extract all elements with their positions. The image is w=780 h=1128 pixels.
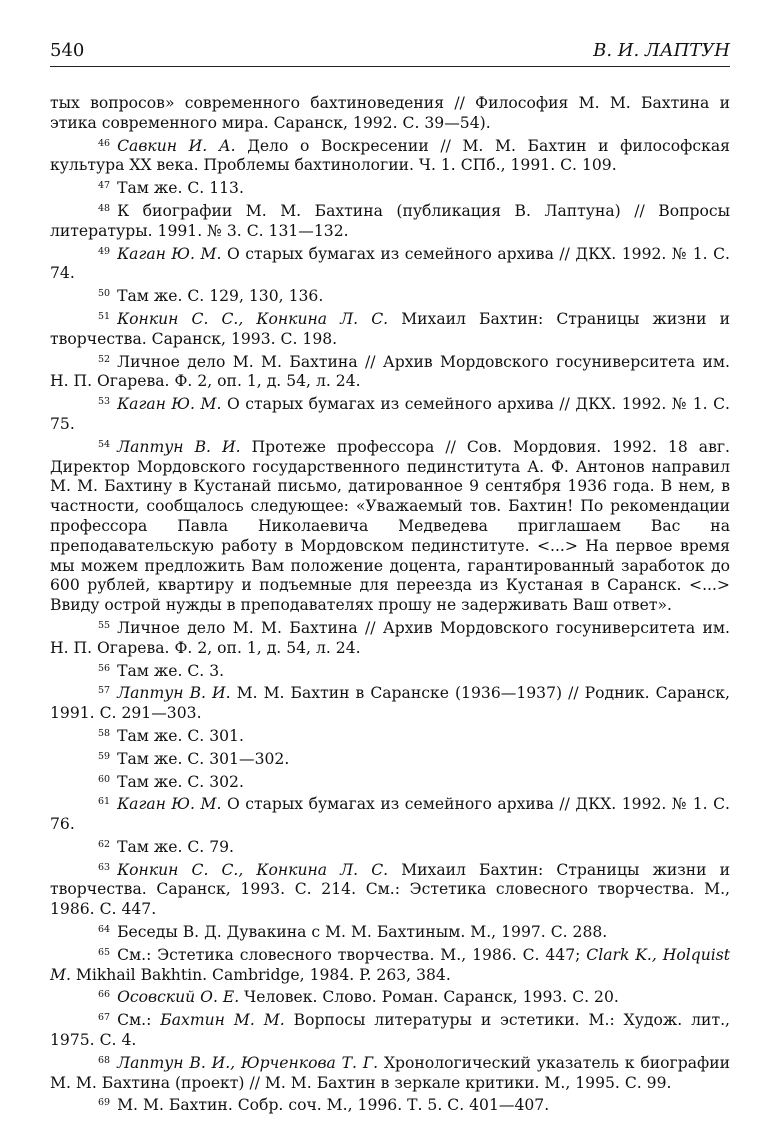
footnote [50,792,730,835]
footnote-number: 47 [98,180,111,192]
footnote-text: Там же. С. 129, 130, 136. [117,287,324,306]
footnote-number: 62 [98,838,111,850]
footnote [50,134,730,177]
footnote [50,176,730,199]
footnote-number: 53 [98,396,111,408]
continuation-paragraph: тых вопросов» современного бахтиноведения // Философия М. М. Бахтина и этика современного мира. Саранск, 1992. С. 39—54). [50,94,730,132]
footnote [50,1093,730,1116]
footnote-text: М. М. Бахтин в Саранске (1936—1937) // Родник. Саранск, 1991. С. 291—303. [50,684,731,723]
page-number: 540 [50,40,85,61]
footnote-text: О старых бумагах из семейного архива // ДКХ. 1992. № 1. С. 74. [50,244,730,283]
footnote-text: Человек. Слово. Роман. Саранск, 1993. С. 20. [239,988,619,1007]
footnote [50,199,730,242]
footnote-author: Савкин И. А. [117,136,236,155]
footnote-text: Беседы В. Д. Дувакина с М. М. Бахтиным. М., 1997. С. 288. [117,923,608,942]
footnote-number: 63 [98,861,111,873]
footnotes-body [50,94,730,1116]
footnote-text: Ворпосы литературы и эстетики. М.: Худож. лит., 1975. С. 4. [50,1011,730,1050]
footnote-text: О старых бумагах из семейного архива // ДКХ. 1992. № 1. С. 75. [50,395,730,433]
footnote [50,681,730,724]
footnote-text: Mikhail Bakhtin. Cambridge, 1984. P. 263, 384. [70,965,451,984]
footnote [50,985,730,1008]
footnote-author: Лаптун В. И. [117,684,231,703]
footnote-author: Конкин С. С., Конкина Л. С. [117,309,389,328]
footnote [50,242,730,285]
footnote-number: 49 [98,245,111,257]
footnote-text: О старых бумагах из семейного архива // ДКХ. 1992. № 1. С. 76. [50,795,730,834]
footnote-author: Конкин С. С., Конкина Л. С. [117,860,389,879]
footnote [50,747,730,770]
footnote-number: 60 [98,773,111,785]
footnote [50,943,730,986]
footnote-author: Каган Ю. М. [117,395,222,414]
footnote [50,1051,730,1094]
footnote-text: См.: Эстетика словесного творчества. М., 1986. С. 447; [117,945,587,964]
footnote-number: 58 [98,727,111,739]
footnote-text: Личное дело М. М. Бахтина // Архив Мордовского госуниверситета им. Н. П. Огарева. Ф. 2, оп. 1, д. 54, л. 24. [50,352,730,391]
footnote-number: 56 [98,662,111,674]
footnote-author: Каган Ю. М. [117,795,222,814]
footnote-text: Там же. С. 301—302. [117,749,290,768]
footnote [50,724,730,747]
footnote-number: 61 [98,796,111,808]
footnote [50,858,730,920]
footnote [50,284,730,307]
footnote-text: Там же. С. 302. [117,772,244,791]
footnote [50,835,730,858]
footnote [50,770,730,793]
footnote-number: 68 [98,1054,111,1066]
footnote-number: 52 [98,353,111,365]
running-head: В. И. ЛАПТУН [593,40,730,61]
footnote-number: 64 [98,924,111,936]
footnote [50,435,730,616]
footnote-prefix: См.: [117,1011,161,1030]
footnote-number: 55 [98,619,111,631]
footnote-number: 59 [98,750,111,762]
footnote [50,350,730,393]
footnote [50,392,730,435]
footnote-list [50,134,730,1117]
footnote-number: 57 [98,685,111,697]
footnote-number: 65 [98,946,111,958]
footnote-number: 46 [98,137,111,149]
footnote [50,616,730,659]
footnote-number: 48 [98,202,111,214]
footnote [50,307,730,350]
footnote-text: М. М. Бахтин. Собр. соч. М., 1996. Т. 5. С. 401—407. [117,1096,550,1115]
footnote-text: Там же. С. 3. [117,661,225,680]
footnote-author: Осовский О. Е. [117,988,240,1007]
footnote-number: 51 [98,310,111,322]
footnote-text: Протеже профессора // Сов. Мордовия. 1992. 18 авг. Директор Мордовского государственного пединститута А. Ф. Антонов направил М. М. Бахтину в Кустанай письмо, датированное 9 сентября 1936 года. В нем, в частности, сообщалось следующее: «Уважаемый тов. Бахтин! По рекомендации профессора Павла Николаевича Медведева приглашаем Вас на преподавательскую работу в Мордовском пединституте. <...> На первое время мы можем предложить Вам положение доцента, гарантированный заработок до 600 рублей, квартиру и подъемные для переезда из Кустаная в Саранск. <...> Ввиду острой нужды в преподавателях прошу не задерживать Ваш ответ». [50,437,730,615]
footnote-author: Clark K., Holquist M. [50,945,730,984]
footnote [50,659,730,682]
footnote-text: Там же. С. 113. [117,179,244,198]
footnote-author: Бахтин М. М. [160,1011,285,1030]
footnote-text: Михаил Бахтин: Страницы жизни и творчества. Саранск, 1993. С. 214. См.: Эстетика словесного творчества. М., 1986. С. 447. [50,860,730,919]
footnote-text: К биографии М. М. Бахтина (публикация В. Лаптуна) // Вопросы литературы. 1991. № 3. С. 131—132. [50,201,730,240]
footnote [50,1008,730,1051]
footnote-text: Дело о Воскресении // М. М. Бахтин и философская культура XX века. Проблемы бахтинологии. Ч. 1. СПб., 1991. С. 109. [50,136,730,175]
footnote-number: 50 [98,288,111,300]
footnote-author: Лаптун В. И., Юрченкова Т. Г. [117,1053,379,1072]
footnote-number: 54 [98,438,111,450]
footnote-text: Там же. С. 301. [117,726,244,745]
footnote-text: Хронологический указатель к биографии М. М. Бахтина (проект) // М. М. Бахтин в зеркале критики. М., 1995. С. 99. [50,1053,730,1092]
footnote-author: Лаптун В. И. [117,437,241,456]
page-header [50,38,730,67]
footnote-text: Личное дело М. М. Бахтина // Архив Мордовского госуниверситета им. Н. П. Огарева. Ф. 2, оп. 1, д. 54, л. 24. [50,618,730,657]
footnote-number: 66 [98,989,111,1001]
footnote [50,920,730,943]
footnote-number: 69 [98,1097,111,1109]
footnote-number: 67 [98,1012,111,1024]
footnote-text: Там же. С. 79. [117,837,235,856]
footnote-author: Каган Ю. М. [117,244,222,263]
footnote-text: Михаил Бахтин: Страницы жизни и творчества. Саранск, 1993. С. 198. [50,309,730,348]
